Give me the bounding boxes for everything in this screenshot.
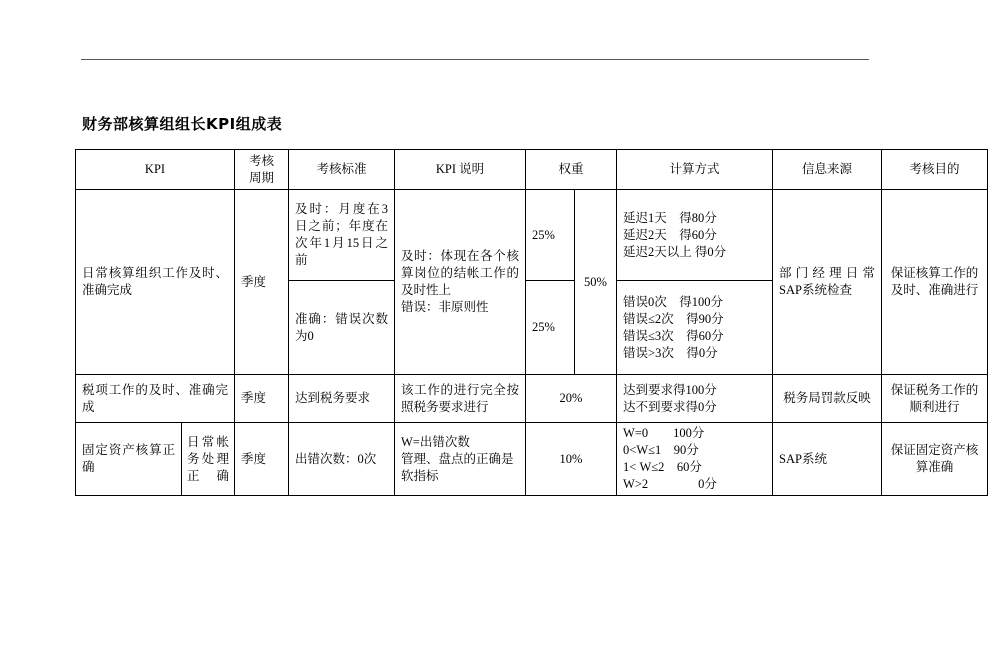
source-cell: SAP系统 bbox=[773, 423, 882, 496]
purpose-cell: 保证固定资产核算准确 bbox=[882, 423, 988, 496]
desc-cell: 及时：体现在各个核算岗位的结帐工作的及时性上 错误：非原则性 bbox=[395, 190, 526, 375]
calc-cell: 延迟1天 得80分 延迟2天 得60分 延迟2天以上 得0分 bbox=[617, 190, 773, 281]
table-header-row bbox=[76, 150, 988, 190]
header-weight: 权重 bbox=[526, 150, 617, 190]
header-period: 考核 周期 bbox=[235, 150, 289, 190]
purpose-cell: 保证税务工作的顺利进行 bbox=[882, 375, 988, 423]
header-calc: 计算方式 bbox=[617, 150, 773, 190]
source-cell: 部门经理日常SAP系统检查 bbox=[773, 190, 882, 375]
weight-cell: 10% bbox=[526, 423, 617, 496]
header-rule bbox=[81, 59, 869, 60]
kpi-cell: 日常核算组织工作及时、准确完成 bbox=[76, 190, 235, 375]
desc-cell: W=出错次数 管理、盘点的正确是软指标 bbox=[395, 423, 526, 496]
calc-cell: 错误0次 得100分 错误≤2次 得90分 错误≤3次 得60分 错误>3次 得0分 bbox=[617, 281, 773, 375]
calc-cell: W=0 100分 0<W≤1 90分 1< W≤2 60分 W>2 0分 bbox=[617, 423, 773, 496]
period-cell: 季度 bbox=[235, 375, 289, 423]
header-desc: KPI 说明 bbox=[395, 150, 526, 190]
standard-cell: 达到税务要求 bbox=[289, 375, 395, 423]
source-cell: 税务局罚款反映 bbox=[773, 375, 882, 423]
weight-cell: 25% bbox=[526, 281, 575, 375]
kpi-cell: 税项工作的及时、准确完成 bbox=[76, 375, 235, 423]
table-row bbox=[76, 375, 988, 423]
period-cell: 季度 bbox=[235, 423, 289, 496]
header-source: 信息来源 bbox=[773, 150, 882, 190]
standard-cell: 及时：月度在3日之前；年度在次年1月15日之前 bbox=[289, 190, 395, 281]
desc-cell: 该工作的进行完全按照税务要求进行 bbox=[395, 375, 526, 423]
weight-cell: 25% bbox=[526, 190, 575, 281]
header-purpose: 考核目的 bbox=[882, 150, 988, 190]
calc-cell: 达到要求得100分 达不到要求得0分 bbox=[617, 375, 773, 423]
table-row bbox=[76, 190, 988, 281]
period-cell: 季度 bbox=[235, 190, 289, 375]
purpose-cell: 保证核算工作的及时、准确进行 bbox=[882, 190, 988, 375]
kpi-cell: 固定资产核算正确 bbox=[76, 423, 182, 496]
header-standard: 考核标准 bbox=[289, 150, 395, 190]
table-row bbox=[76, 423, 988, 496]
kpi-sub-cell: 日常帐务处理正确 bbox=[182, 423, 235, 496]
weight-total-cell: 50% bbox=[575, 190, 617, 375]
weight-cell: 20% bbox=[526, 375, 617, 423]
header-kpi: KPI bbox=[76, 150, 235, 190]
kpi-table bbox=[75, 149, 988, 496]
standard-cell: 出错次数：0次 bbox=[289, 423, 395, 496]
page-title: 财务部核算组组长KPI组成表 bbox=[82, 115, 283, 133]
standard-cell: 准确：错误次数为0 bbox=[289, 281, 395, 375]
